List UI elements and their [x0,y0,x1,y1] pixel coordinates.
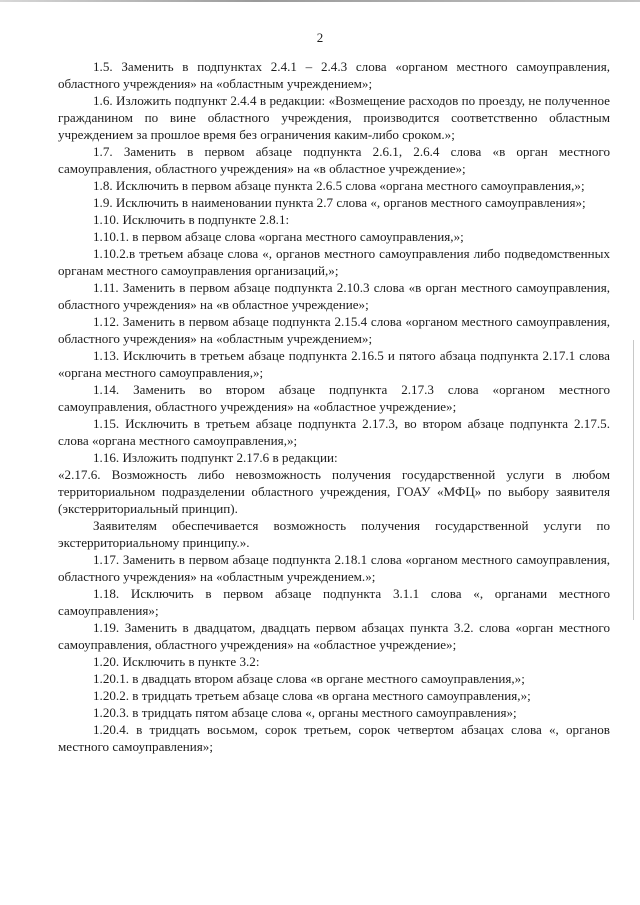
scan-edge-right [633,340,634,620]
paragraph-1-20-2: 1.20.2. в тридцать третьем абзаце слова «в органа местного самоуправления,»; [93,688,531,703]
paragraph-1-20: 1.20. Исключить в пункте 3.2: [93,654,260,669]
paragraph-1-5: 1.5. Заменить в подпунктах 2.4.1 – 2.4.3 слова «органом местного самоуправления, областного учреждения» на «областным учреждением»; [58,59,610,91]
paragraph-1-20-1: 1.20.1. в двадцать втором абзаце слова «в органе местного самоуправления,»; [93,671,525,686]
paragraph-1-16: 1.16. Изложить подпункт 2.17.6 в редакции: [93,450,338,465]
paragraph-1-19: 1.19. Заменить в двадцатом, двадцать первом абзацах пункта 3.2. слова «орган местного самоуправления, областного учреждения» на «областное учреждение»; [58,620,610,652]
paragraph-1-10-2: 1.10.2.в третьем абзаце слова «, органов местного самоуправления либо подведомственных органам местного самоуправления организаций,»; [58,246,610,278]
paragraph-1-7: 1.7. Заменить в первом абзаце подпункта 2.6.1, 2.6.4 слова «в орган местного самоуправления, областного учреждения» на «в областное учреждение»; [58,144,610,176]
paragraph-1-11: 1.11. Заменить в первом абзаце подпункта 2.10.3 слова «в орган местного самоуправления, областного учреждения» на «в областное учреждение»; [58,280,610,312]
paragraph-1-13: 1.13. Исключить в третьем абзаце подпункта 2.16.5 и пятого абзаца подпункта 2.17.1 слова «органа местного самоуправления,»; [58,348,610,380]
quoted-paragraph-applicants: Заявителям обеспечивается возможность получения государственной услуги по экстерриториальному принципу.». [58,518,610,550]
quoted-paragraph-2-17-6: «2.17.6. Возможность либо невозможность получения государственной услуги в любом территориальном подразделении областного учреждения, ГОАУ «МФЦ» по выбору заявителя (экстерриториальный принцип). [58,467,610,516]
paragraph-1-8: 1.8. Исключить в первом абзаце пункта 2.6.5 слова «органа местного самоуправления,»; [93,178,585,193]
paragraph-1-20-4: 1.20.4. в тридцать восьмом, сорок третьем, сорок четвертом абзацах слова «, органов местного самоуправления»; [58,722,610,754]
paragraph-1-10-1: 1.10.1. в первом абзаце слова «органа местного самоуправления,»; [93,229,464,244]
paragraph-1-6: 1.6. Изложить подпункт 2.4.4 в редакции: «Возмещение расходов по проезду, не полученное гражданином по вине областного учреждения, производится соответственно областным учреждением за прошлое время без ограничения каким-либо сроком.»; [58,93,610,142]
document-body [58,58,610,755]
paragraph-1-12: 1.12. Заменить в первом абзаце подпункта 2.15.4 слова «органом местного самоуправления, областного учреждения» на «областным учреждением»; [58,314,610,346]
paragraph-1-17: 1.17. Заменить в первом абзаце подпункта 2.18.1 слова «органом местного самоуправления, областного учреждения» на «областным учреждением.»; [58,552,610,584]
paragraph-1-14: 1.14. Заменить во втором абзаце подпункта 2.17.3 слова «органом местного самоуправления, областного учреждения» на «областное учреждение»; [58,382,610,414]
paragraph-1-9: 1.9. Исключить в наименовании пункта 2.7 слова «, органов местного самоуправления»; [93,195,586,210]
paragraph-1-15: 1.15. Исключить в третьем абзаце подпункта 2.17.3, во втором абзаце подпункта 2.17.5. слова «органа местного самоуправления,»; [58,416,610,448]
paragraph-1-20-3: 1.20.3. в тридцать пятом абзаце слова «, органы местного самоуправления»; [93,705,517,720]
paragraph-1-18: 1.18. Исключить в первом абзаце подпункта 3.1.1 слова «, органами местного самоуправления»; [58,586,610,618]
scan-edge-top [0,0,640,2]
paragraph-1-10: 1.10. Исключить в подпункте 2.8.1: [93,212,290,227]
page-number: 2 [316,30,324,45]
